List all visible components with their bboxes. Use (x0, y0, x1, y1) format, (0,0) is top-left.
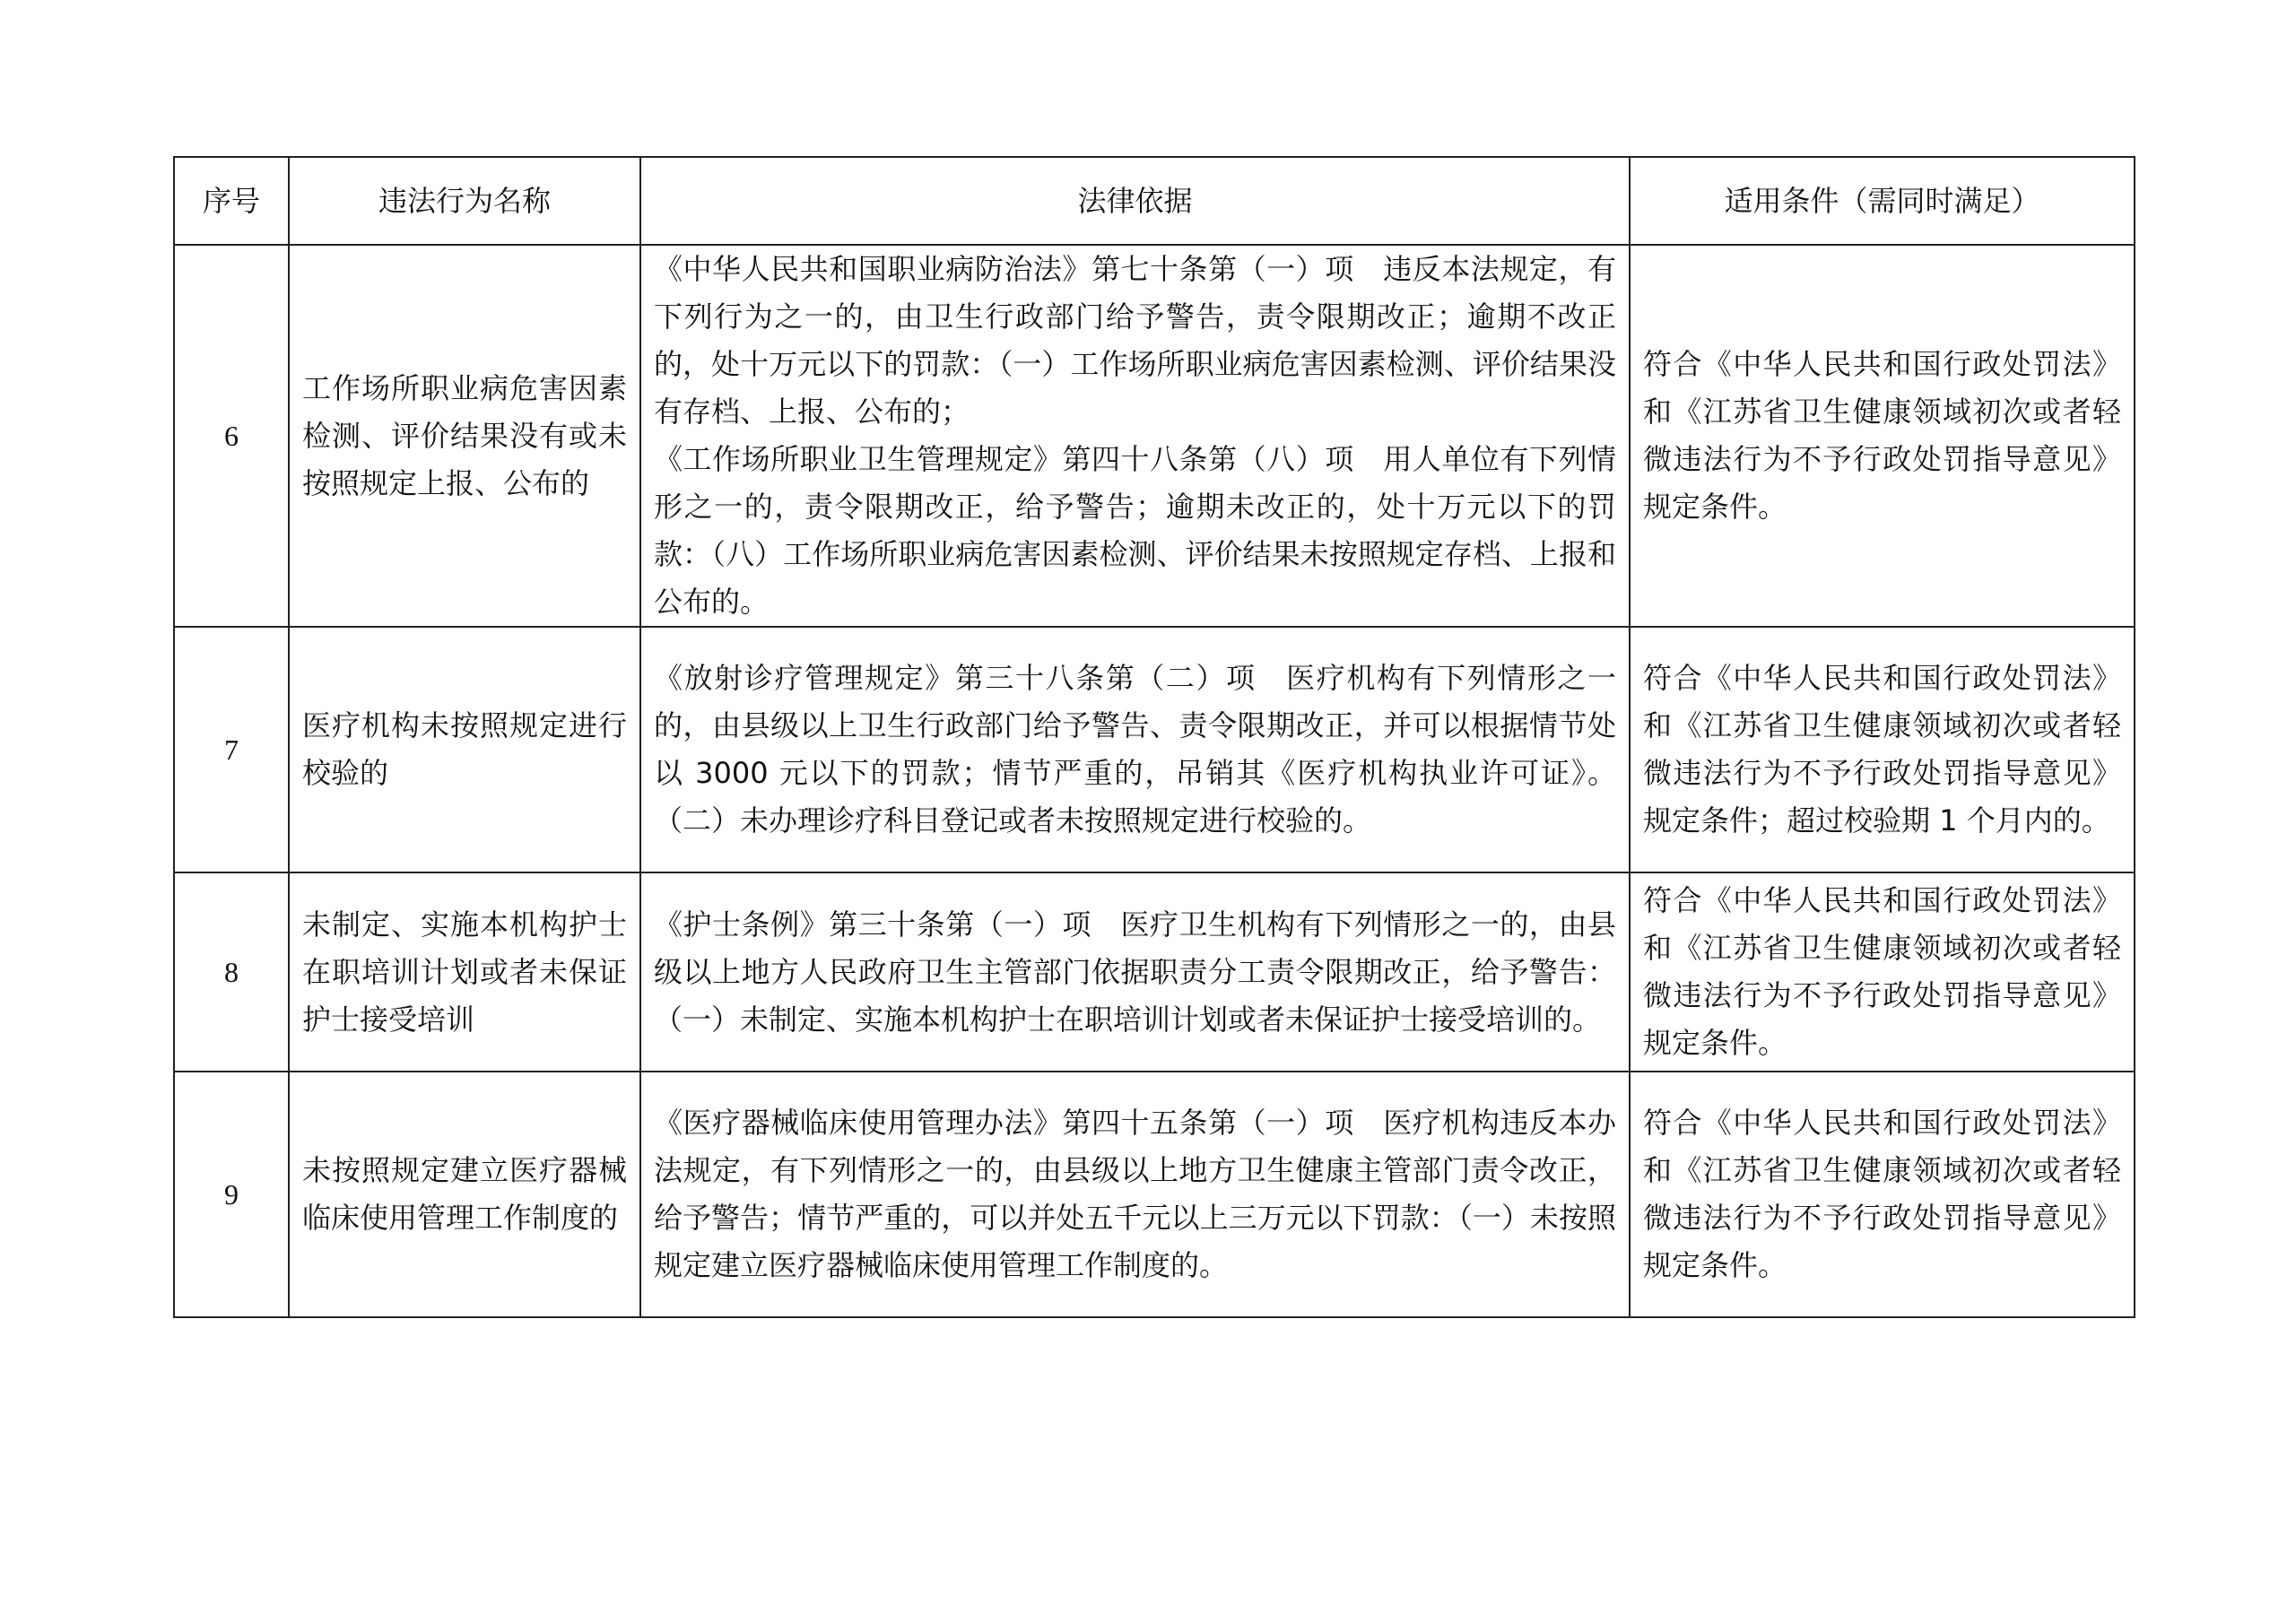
row-violation-name: 工作场所职业病危害因素检测、评价结果没有或未按照规定上报、公布的 (289, 245, 640, 627)
table-row (174, 245, 2135, 627)
row-serial-number: 9 (174, 1072, 289, 1317)
legal-basis-paragraph: 《医疗器械临床使用管理办法》第四十五条第（一）项 医疗机构违反本办法规定，有下列情形之一的，由县级以上地方卫生健康主管部门责令改正，给予警告；情节严重的，可以并处五千元以上三万元以下罚款：（一）未按照规定建立医疗器械临床使用管理工作制度的。 (654, 1106, 1616, 1282)
row-legal-basis (640, 872, 1630, 1072)
table-row (174, 627, 2135, 872)
row-violation-name: 未按照规定建立医疗器械临床使用管理工作制度的 (289, 1072, 640, 1317)
header-violation-name: 违法行为名称 (289, 157, 640, 245)
legal-basis-paragraph: 《工作场所职业卫生管理规定》第四十八条第（八）项 用人单位有下列情形之一的，责令限期改正，给予警告；逾期未改正的，处十万元以下的罚款：（八）工作场所职业病危害因素检测、评价结果未按照规定存档、上报和公布的。 (654, 442, 1616, 619)
legal-basis-paragraph: 《中华人民共和国职业病防治法》第七十条第（一）项 违反本法规定，有下列行为之一的，由卫生行政部门给予警告，责令限期改正；逾期不改正的，处十万元以下的罚款：（一）工作场所职业病危害因素检测、评价结果没有存档、上报、公布的； (654, 252, 1616, 429)
row-legal-basis (640, 245, 1630, 627)
row-serial-number: 8 (174, 872, 289, 1072)
row-applicable-conditions: 符合《中华人民共和国行政处罚法》和《江苏省卫生健康领域初次或者轻微违法行为不予行政处罚指导意见》规定条件；超过校验期 1 个月内的。 (1630, 627, 2135, 872)
row-legal-basis (640, 1072, 1630, 1317)
header-legal-basis: 法律依据 (640, 157, 1630, 245)
row-serial-number: 7 (174, 627, 289, 872)
row-applicable-conditions: 符合《中华人民共和国行政处罚法》和《江苏省卫生健康领域初次或者轻微违法行为不予行政处罚指导意见》规定条件。 (1630, 872, 2135, 1072)
row-violation-name: 未制定、实施本机构护士在职培训计划或者未保证护士接受培训 (289, 872, 640, 1072)
header-serial-number: 序号 (174, 157, 289, 245)
table-header-row (174, 157, 2135, 245)
header-applicable-conditions: 适用条件（需同时满足） (1630, 157, 2135, 245)
legal-basis-paragraph: 《护士条例》第三十条第（一）项 医疗卫生机构有下列情形之一的，由县级以上地方人民政府卫生主管部门依据职责分工责令限期改正，给予警告：（一）未制定、实施本机构护士在职培训计划或者未保证护士接受培训的。 (654, 907, 1616, 1037)
row-applicable-conditions: 符合《中华人民共和国行政处罚法》和《江苏省卫生健康领域初次或者轻微违法行为不予行政处罚指导意见》规定条件。 (1630, 1072, 2135, 1317)
row-applicable-conditions: 符合《中华人民共和国行政处罚法》和《江苏省卫生健康领域初次或者轻微违法行为不予行政处罚指导意见》规定条件。 (1630, 245, 2135, 627)
table-row (174, 872, 2135, 1072)
table-row (174, 1072, 2135, 1317)
legal-basis-paragraph: 《放射诊疗管理规定》第三十八条第（二）项 医疗机构有下列情形之一的，由县级以上卫生行政部门给予警告、责令限期改正，并可以根据情节处以 3000 元以下的罚款；情节严重的，吊销其《医疗机构执业许可证》。（二）未办理诊疗科目登记或者未按照规定进行校验的。 (654, 661, 1616, 838)
penalty-exemption-table (173, 156, 2135, 1318)
row-serial-number: 6 (174, 245, 289, 627)
row-violation-name: 医疗机构未按照规定进行校验的 (289, 627, 640, 872)
row-legal-basis (640, 627, 1630, 872)
